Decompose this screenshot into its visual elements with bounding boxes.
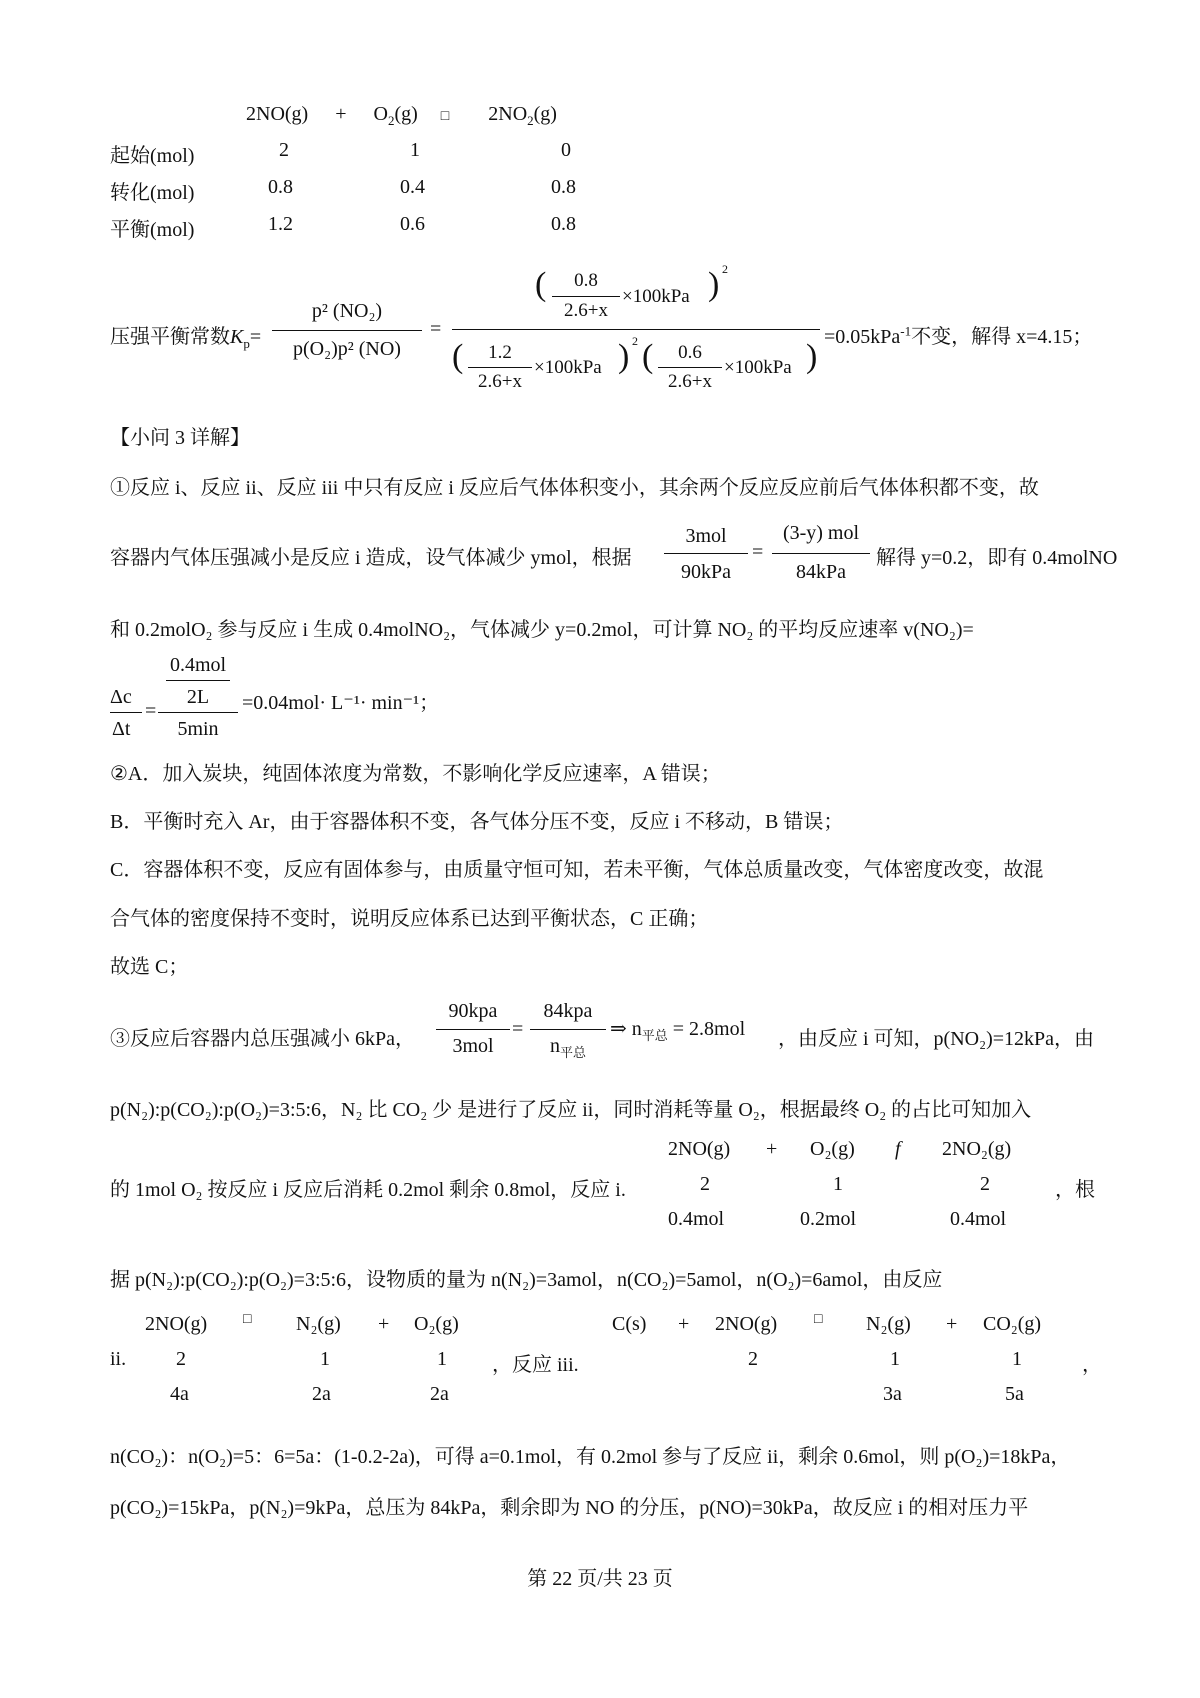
- cell: 1: [410, 139, 420, 161]
- amount: 5a: [1005, 1383, 1024, 1405]
- rxn-ii-species: O₂(g): [414, 1313, 459, 1335]
- paragraph-line: p(N₂):p(CO₂):p(O₂)=3:5:6，N₂ 比 CO₂ 少 是进行了反应 ii，同时消耗等量 O₂，根据最终 O₂ 的占比可知加入: [110, 1099, 1032, 1121]
- rate-bottom: 5min: [177, 718, 219, 740]
- rate-top: 0.4mol: [169, 654, 227, 676]
- punctuation: ，: [1082, 1354, 1102, 1376]
- cell: 0.8: [268, 176, 293, 198]
- amount: 3a: [883, 1383, 902, 1405]
- kp-result: =0.05kPa$^{-1}$不变，解得 x=4.15；: [824, 323, 1093, 348]
- cell: 0: [561, 139, 571, 161]
- exponent: 2: [632, 334, 638, 348]
- fraction-top: 84kpa: [543, 1000, 593, 1022]
- reactant-o2: $O_2(g)$: [373, 103, 418, 128]
- rxn-ii-species: N₂(g): [296, 1313, 341, 1335]
- equals-sign: =: [145, 700, 157, 722]
- paragraph-line: 容器内气体压强减小是反应 i 造成，设气体减少 ymol，根据: [110, 547, 632, 569]
- rxn-i-species: 2NO(g): [668, 1138, 731, 1160]
- den2-top: 0.6: [678, 342, 702, 363]
- equals-sign: =: [430, 318, 442, 340]
- equals-sign: =: [512, 1018, 524, 1040]
- coefficient: 1: [1012, 1348, 1022, 1370]
- paragraph-line: ，根: [1055, 1179, 1095, 1201]
- rxn-iii-species: 2NO(g): [715, 1313, 778, 1335]
- coefficient: 1: [437, 1348, 447, 1370]
- paren-right: ): [708, 266, 720, 303]
- paren-left: (: [642, 338, 654, 375]
- delta-t: Δt: [112, 718, 131, 740]
- paragraph-line: ①反应 i、反应 ii、反应 iii 中只有反应 i 反应后气体体积变小，其余两个反应反应前后气体体积都不变，故: [110, 477, 1039, 499]
- paragraph-line: ③反应后容器内总压强减小 6kPa，: [110, 1028, 415, 1050]
- fraction-bar: [436, 1029, 510, 1030]
- amount: 0.4mol: [668, 1208, 725, 1230]
- rxn-ii-species: 2NO(g): [145, 1313, 208, 1335]
- fraction-bar: [468, 367, 532, 368]
- coefficient: 1: [320, 1348, 330, 1370]
- equilibrium-arrow-icon: f: [895, 1138, 901, 1160]
- option-a: ②A．加入炭块，纯固体浓度为常数，不影响化学反应速率，A 错误；: [110, 763, 721, 785]
- rxn-iii-species: C(s): [612, 1313, 647, 1335]
- equilibrium-arrow-icon: □: [243, 1312, 252, 1327]
- amount: 2a: [430, 1383, 449, 1405]
- paren-left: (: [535, 266, 547, 303]
- coefficient: 2: [980, 1173, 990, 1195]
- rxn-iii-species: N₂(g): [866, 1313, 911, 1335]
- fraction-bar: [272, 330, 422, 331]
- paragraph-line: ，由反应 i 可知，p(NO₂)=12kPa，由: [778, 1028, 1095, 1050]
- paren-right: ): [618, 338, 630, 375]
- main-fraction-bar: [452, 329, 820, 330]
- cell: 2: [279, 139, 289, 161]
- paren-right: ): [806, 338, 818, 375]
- lhs-denominator: p(O₂)p² (NO): [293, 338, 401, 360]
- kp-prefix: 压强平衡常数$K_p=$: [110, 326, 262, 351]
- row-initial: 起始(mol): [110, 145, 195, 167]
- plus-sign: +: [766, 1138, 778, 1160]
- fraction-bottom: 90kPa: [681, 561, 731, 583]
- reaction-header: [246, 103, 557, 129]
- fraction-bottom: 84kPa: [796, 561, 846, 583]
- fraction-top: 90kpa: [448, 1000, 498, 1022]
- coefficient: 2: [176, 1348, 186, 1370]
- option-c-cont: 合气体的密度保持不变时，说明反应体系已达到平衡状态，C 正确；: [110, 908, 709, 930]
- rxn-ii-label: ii.: [110, 1348, 127, 1370]
- rxn-iii-label: ，反应 iii.: [492, 1354, 579, 1376]
- fraction-bottom: $n_{平总}$: [549, 1035, 586, 1060]
- plus-sign: +: [946, 1313, 958, 1335]
- amount: 4a: [170, 1383, 189, 1405]
- fraction-bar: [166, 680, 230, 681]
- page-footer: 第 22 页/共 23 页: [527, 1568, 673, 1590]
- row-change: 转化(mol): [110, 182, 195, 204]
- equilibrium-arrow-icon: □: [440, 109, 450, 124]
- fraction-top: 3mol: [685, 525, 727, 547]
- cell: 0.4: [400, 176, 425, 198]
- plus-sign: +: [335, 103, 347, 125]
- coefficient: 2: [748, 1348, 758, 1370]
- paragraph-line: 解得 y=0.2，即有 0.4molNO: [876, 547, 1118, 569]
- den1-bottom: 2.6+x: [478, 371, 522, 392]
- exponent: 2: [722, 262, 728, 276]
- den2-bottom: 2.6+x: [668, 371, 712, 392]
- cell: 0.6: [400, 213, 425, 235]
- times-100kpa: ×100kPa: [724, 357, 792, 378]
- paragraph-line: n(CO₂)：n(O₂)=5：6=5a：(1-0.2-2a)，可得 a=0.1mol，有 0.2mol 参与了反应 ii，剩余 0.6mol，则 p(O₂)=18kPa，: [110, 1446, 1071, 1468]
- paren-left: (: [452, 338, 464, 375]
- paragraph-line: 的 1mol O₂ 按反应 i 反应后消耗 0.2mol 剩余 0.8mol，反应 i.: [110, 1179, 626, 1201]
- rxn-i-species: 2NO₂(g): [942, 1138, 1012, 1160]
- fraction-top: (3-y) mol: [782, 522, 860, 544]
- rate-mid: 2L: [186, 686, 210, 708]
- section-heading: 【小问 3 详解】: [110, 427, 250, 449]
- amount: 2a: [312, 1383, 331, 1405]
- fraction-bar: [552, 296, 620, 297]
- plus-sign: +: [378, 1313, 390, 1335]
- num-top: 0.8: [574, 270, 598, 291]
- amount: 0.4mol: [950, 1208, 1007, 1230]
- times-100kpa: ×100kPa: [622, 286, 690, 307]
- cell: 1.2: [268, 213, 293, 235]
- cell: 0.8: [551, 213, 576, 235]
- fraction-bottom: 3mol: [452, 1035, 494, 1057]
- amount: 0.2mol: [800, 1208, 857, 1230]
- lhs-numerator: p² (NO₂): [311, 300, 383, 322]
- fraction-bar: [158, 712, 238, 713]
- fraction-bar: [658, 367, 722, 368]
- rate-result: =0.04mol· L⁻¹· min⁻¹；: [242, 692, 440, 714]
- implication: ⇒ $n_{平总} = 2.8mol$: [610, 1018, 746, 1043]
- rxn-i-species: O₂(g): [810, 1138, 855, 1160]
- plus-sign: +: [678, 1313, 690, 1335]
- num-bottom: 2.6+x: [564, 300, 608, 321]
- times-100kpa: ×100kPa: [534, 357, 602, 378]
- coefficient: 2: [700, 1173, 710, 1195]
- option-b: B．平衡时充入 Ar，由于容器体积不变，各气体分压不变，反应 i 不移动，B 错误；: [110, 811, 844, 833]
- option-c: C．容器体积不变，反应有固体参与，由质量守恒可知，若未平衡，气体总质量改变，气体密度改变，故混: [110, 859, 1044, 881]
- fraction-bar: [110, 712, 142, 713]
- paragraph-line: p(CO₂)=15kPa，p(N₂)=9kPa，总压为 84kPa，剩余即为 NO 的分压，p(NO)=30kPa，故反应 i 的相对压力平: [110, 1497, 1029, 1519]
- paragraph-line: 据 p(N₂):p(CO₂):p(O₂)=3:5:6，设物质的量为 n(N₂)=3amol，n(CO₂)=5amol，n(O₂)=6amol，由反应: [110, 1269, 943, 1291]
- equals-sign: =: [752, 541, 764, 563]
- cell: 0.8: [551, 176, 576, 198]
- fraction-bar: [664, 553, 748, 554]
- answer-choice: 故选 C；: [110, 956, 189, 978]
- coefficient: 1: [890, 1348, 900, 1370]
- product-no2: $2NO_2(g)$: [488, 103, 557, 128]
- paragraph-line: 和 0.2molO₂ 参与反应 i 生成 0.4molNO₂，气体减少 y=0.2mol，可计算 NO₂ 的平均反应速率 v(NO₂)=: [110, 619, 974, 641]
- coefficient: 1: [833, 1173, 843, 1195]
- equilibrium-arrow-icon: □: [814, 1312, 823, 1327]
- rxn-iii-species: CO₂(g): [983, 1313, 1042, 1335]
- reactant-no: 2NO(g): [246, 103, 309, 125]
- den1-top: 1.2: [488, 342, 512, 363]
- fraction-bar: [772, 553, 870, 554]
- fraction-bar: [530, 1029, 606, 1030]
- delta-c: Δc: [110, 686, 132, 708]
- row-equilibrium: 平衡(mol): [110, 219, 195, 241]
